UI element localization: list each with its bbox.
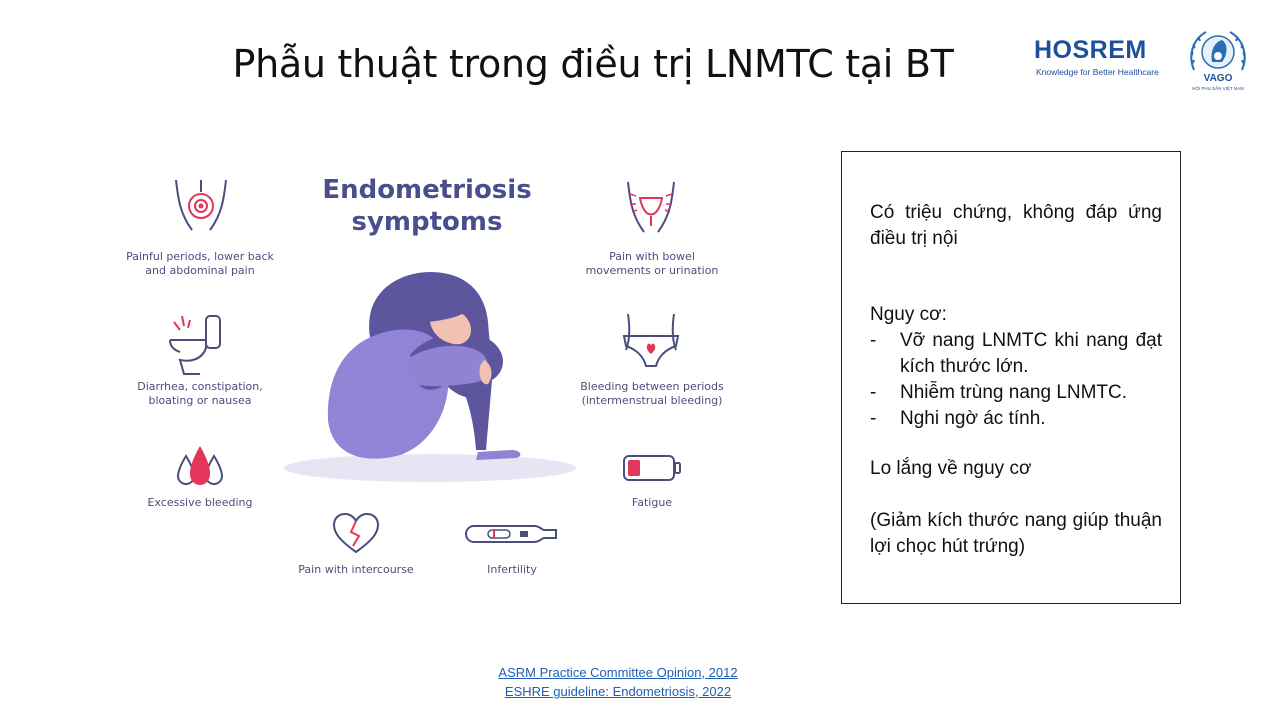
blood-drops-icon	[174, 444, 226, 488]
infographic-title	[310, 174, 544, 238]
hosrem-logo-text: HOSREM	[1034, 36, 1147, 64]
indications-box	[841, 151, 1181, 604]
risk-list	[870, 328, 1162, 432]
hosrem-tagline: Knowledge for Better Healthcare	[1036, 67, 1159, 77]
infographic-title-line2: symptoms	[351, 207, 503, 237]
slide-title: Phẫu thuật trong điều trị LNMTC tại BT	[232, 42, 954, 86]
risk-heading: Nguy cơ:	[870, 304, 947, 325]
symptom-painful-periods-label: Painful periods, lower back and abdominal pain	[126, 250, 274, 277]
references	[0, 663, 1236, 701]
toilet-icon	[166, 310, 230, 378]
symptom-fatigue-label: Fatigue	[631, 496, 673, 509]
risk-item: - Nghi ngờ ác tính.	[870, 406, 1162, 432]
underwear-bleeding-icon	[618, 310, 684, 376]
broken-heart-icon	[332, 512, 380, 556]
risk-item: - Vỡ nang LNMTC khi nang đạt kích thước lớn.	[870, 328, 1162, 380]
low-battery-icon	[622, 454, 682, 482]
indication-paragraph: Có triệu chứng, không đáp ứng điều trị nội	[870, 202, 1162, 249]
reference-link-eshre[interactable]: ESHRE guideline: Endometriosis, 2022	[504, 684, 732, 699]
oocyte-retrieval-paragraph: (Giảm kích thước nang giúp thuận lợi chọc hút trứng)	[870, 510, 1162, 557]
symptom-digestive-label: Diarrhea, constipation, bloating or nausea	[137, 380, 263, 407]
reference-link-asrm[interactable]: ASRM Practice Committee Opinion, 2012	[498, 665, 738, 680]
hosrem-logo	[1034, 36, 1168, 82]
pelvic-pain-icon	[168, 178, 234, 244]
vago-logo-text: VAGO	[1203, 73, 1233, 84]
vago-subtitle: HỘI PHỤ SẢN VIỆT NAM	[1192, 86, 1244, 91]
symptom-intermenstrual-label: Bleeding between periods (intermenstrual bleeding)	[580, 380, 724, 407]
pregnancy-test-icon	[464, 522, 558, 546]
anxiety-paragraph: Lo lắng về nguy cơ	[870, 458, 1032, 479]
symptom-infertility-label: Infertility	[487, 563, 537, 576]
infographic-title-line1: Endometriosis	[322, 175, 532, 205]
vago-logo	[1184, 26, 1252, 94]
symptom-intercourse-label: Pain with intercourse	[298, 563, 414, 576]
endometriosis-infographic	[110, 160, 750, 590]
risk-item: - Nhiễm trùng nang LNMTC.	[870, 380, 1162, 406]
bowel-pain-icon	[618, 180, 684, 246]
sitting-woman-illustration	[280, 260, 580, 485]
symptom-bowel-pain-label: Pain with bowel movements or urination	[585, 250, 719, 277]
symptom-excessive-bleeding-label: Excessive bleeding	[147, 496, 253, 509]
